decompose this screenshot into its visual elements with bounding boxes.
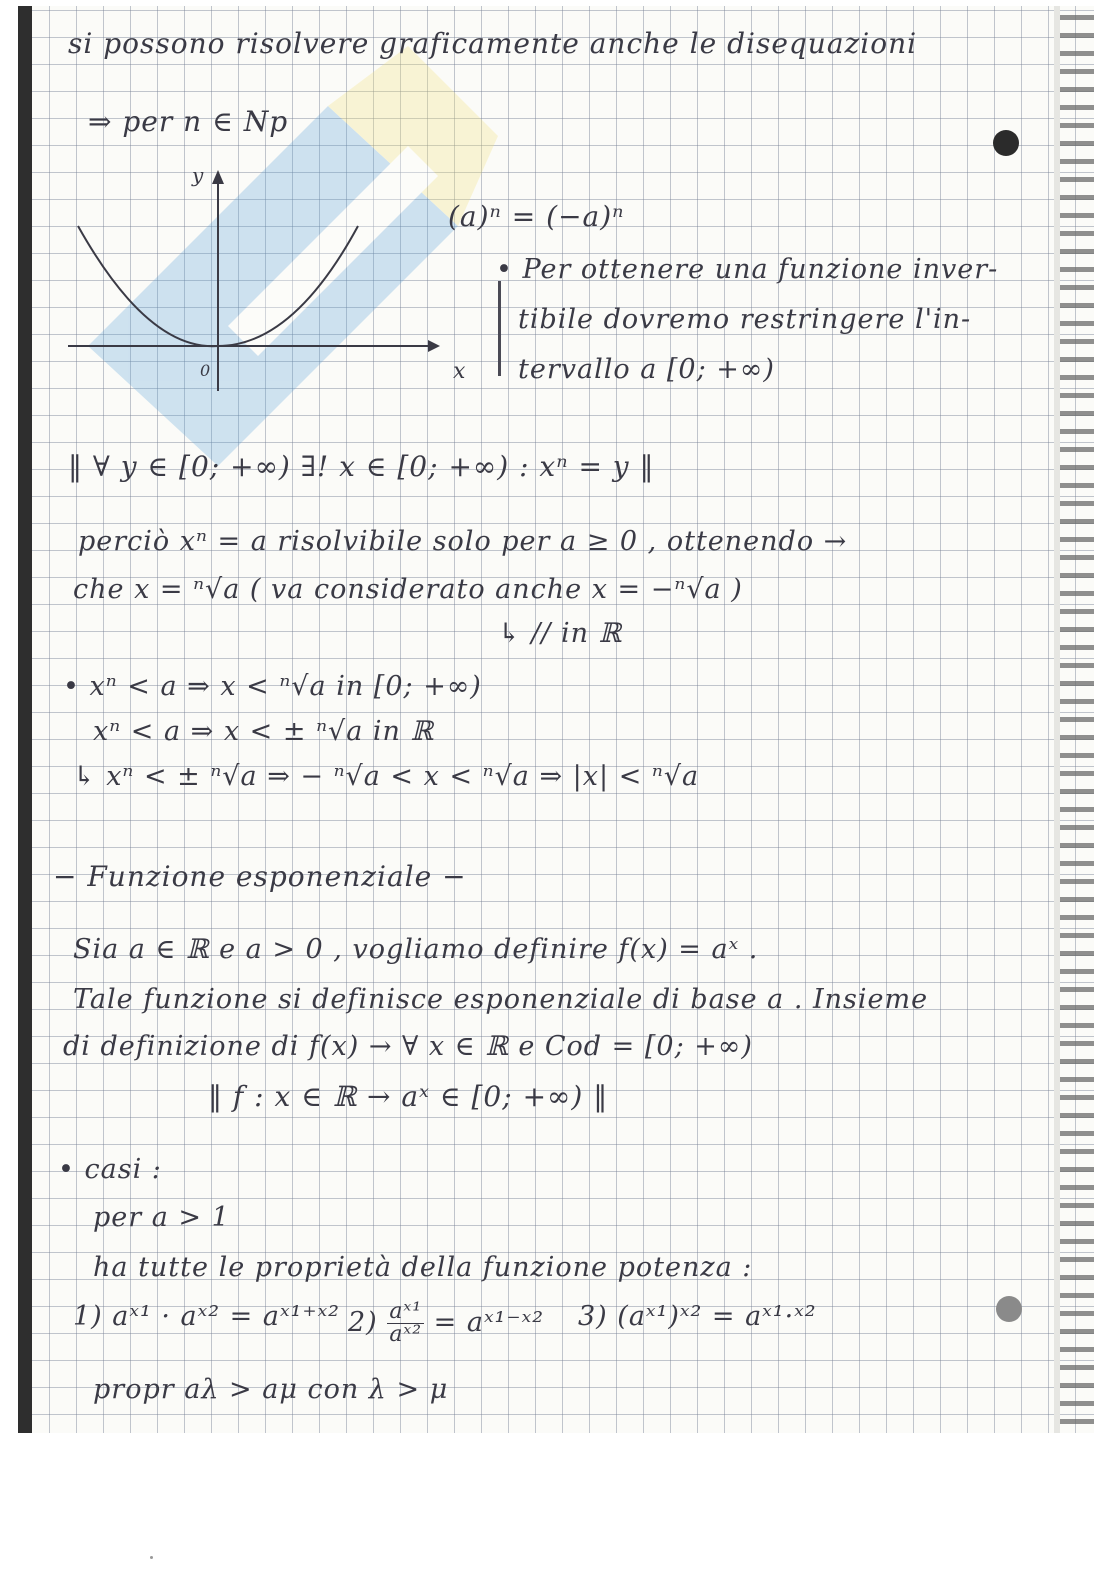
line-bijection: ‖ ∀ y ∈ [0; +∞) ∃! x ∈ [0; +∞) : xⁿ = y ‖ xyxy=(68,450,655,483)
page-margin-band xyxy=(18,6,32,1433)
line-parity: (a)ⁿ = (−a)ⁿ xyxy=(448,200,625,233)
line-dominio: di definizione di f(x) → ∀ x ∈ ℝ e Cod = [0; +∞) xyxy=(63,1031,753,1062)
punch-hole-top xyxy=(993,130,1019,156)
line-casi: • casi : xyxy=(58,1154,162,1185)
prop-2-numerator: aˣ¹ xyxy=(389,1299,423,1324)
line-invertibile-2: tibile dovremo restringere l'in- xyxy=(518,304,972,335)
line-sia-a: Sia a ∈ ℝ e a > 0 , vogliamo definire f(x) = aˣ . xyxy=(73,934,759,965)
section-title-esponenziale: − Funzione esponenziale − xyxy=(53,860,467,893)
x-axis-label: x xyxy=(453,359,466,384)
prop-2-result: = aˣ¹⁻ˣ² xyxy=(433,1307,545,1338)
prop-2-denominator: aˣ² xyxy=(389,1322,423,1347)
line-invertibile-1: • Per ottenere una funzione inver- xyxy=(496,254,999,285)
parabola-graph xyxy=(68,156,488,396)
line-disequazioni: si possono risolvere graficamente anche le disequazioni xyxy=(68,27,918,60)
line-modulo: ↳ xⁿ < ± ⁿ√a ⇒ − ⁿ√a < x < ⁿ√a ⇒ |x| < ⁿ√a xyxy=(73,761,700,792)
line-per-n-in-np: ⇒ per n ∈ Np xyxy=(88,105,289,138)
line-percio: perciò xⁿ = a risolvibile solo per a ≥ 0 , ottenendo → xyxy=(78,526,848,557)
line-disequazione-2: xⁿ < a ⇒ x < ± ⁿ√a in ℝ xyxy=(93,716,434,747)
line-prop-2 xyxy=(348,1301,544,1346)
notebook-page xyxy=(18,6,1094,1433)
line-definizione-f: ‖ f : x ∈ ℝ → aˣ ∈ [0; +∞) ‖ xyxy=(208,1080,609,1113)
prop-2-fraction xyxy=(387,1301,424,1346)
spiral-binding xyxy=(1060,6,1094,1433)
y-axis-arrow xyxy=(212,170,224,184)
line-prop-1: 1) aˣ¹ · aˣ² = aˣ¹⁺ˣ² xyxy=(73,1301,341,1332)
line-radice: che x = ⁿ√a ( va considerato anche x = −ⁿ√a ) xyxy=(73,574,743,605)
origin-label: 0 xyxy=(200,361,211,380)
scan-speck xyxy=(150,1556,153,1559)
prop-2-index: 2) xyxy=(348,1307,378,1338)
y-axis-label: y xyxy=(192,163,204,187)
line-intervallo: tervallo a [0; +∞) xyxy=(518,354,775,385)
line-in-R: ↳ // in ℝ xyxy=(498,618,623,649)
line-disequazione-1: • xⁿ < a ⇒ x < ⁿ√a in [0; +∞) xyxy=(63,671,482,702)
line-proprieta-potenza: ha tutte le proprietà della funzione potenza : xyxy=(93,1252,753,1283)
margin-rule xyxy=(498,281,501,376)
line-propr-monotonia: propr aλ > aμ con λ > μ xyxy=(93,1374,449,1405)
punch-hole-bottom xyxy=(996,1296,1022,1322)
x-axis-arrow xyxy=(428,340,440,352)
line-prop-3: 3) (aˣ¹)ˣ² = aˣ¹·ˣ² xyxy=(578,1301,817,1332)
line-per-a-maggiore-1: per a > 1 xyxy=(93,1202,230,1233)
line-tale-funzione: Tale funzione si definisce esponenziale di base a . Insieme xyxy=(73,984,929,1015)
